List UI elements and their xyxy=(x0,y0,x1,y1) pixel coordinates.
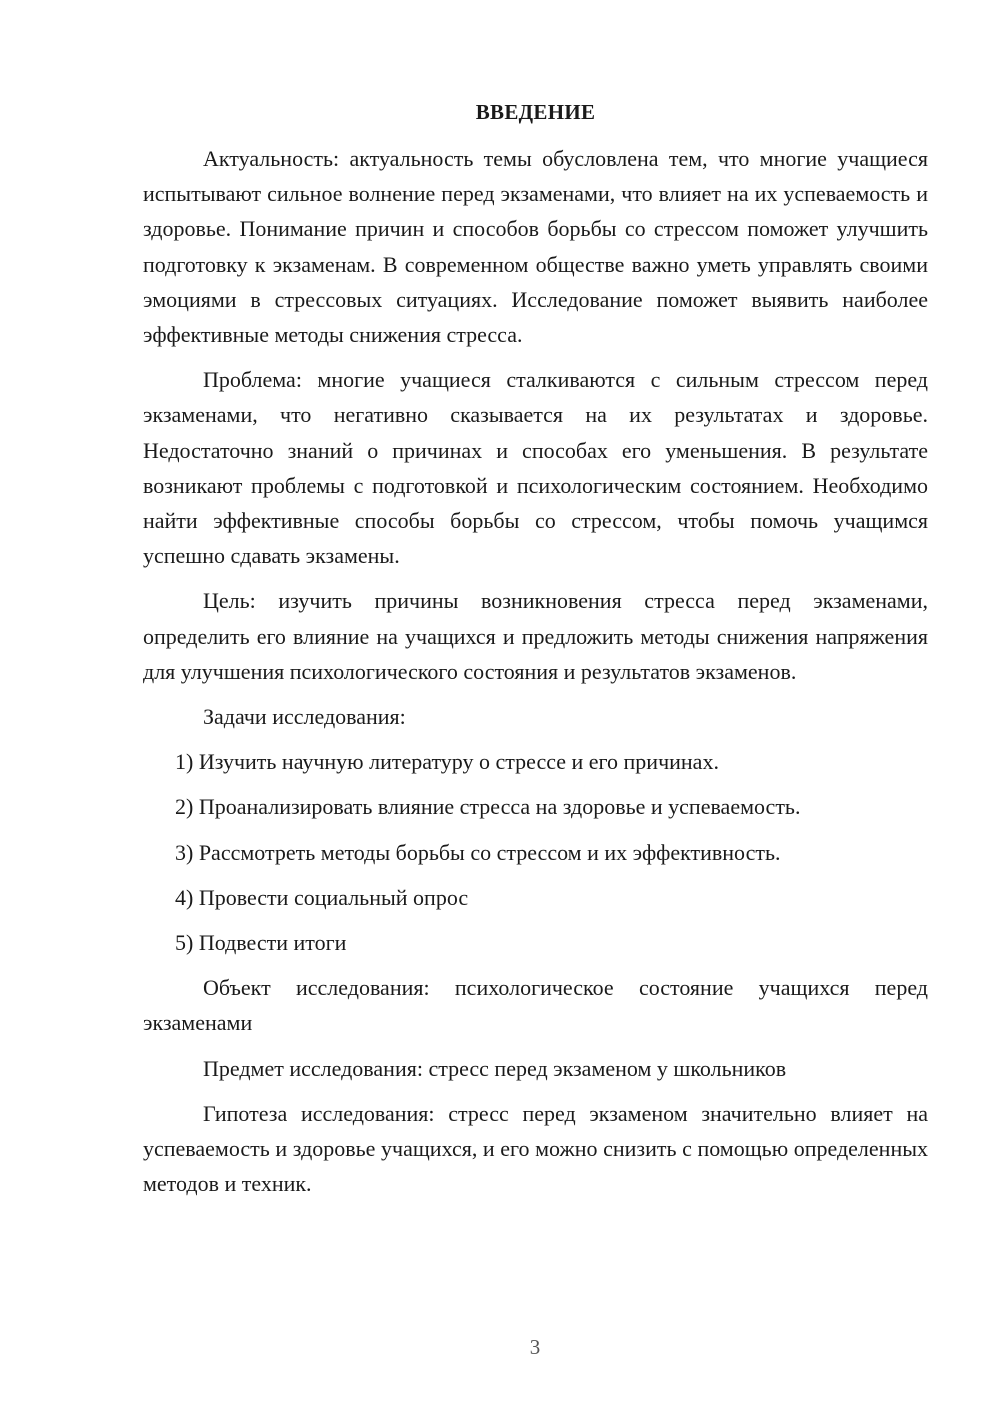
tasks-title: Задачи исследования: xyxy=(203,704,406,730)
section-heading: ВВЕДЕНИЕ xyxy=(475,100,596,124)
goal-paragraph: Цель: изучить причины возникновения стресса перед экзаменами, определить его влияние на учащихся и предложить методы снижения напряжения для улучшения психологического состояния и результатов экзаменов. xyxy=(143,588,928,684)
hypothesis-paragraph: Гипотеза исследования: стресс перед экзаменом значительно влияет на успеваемость и здоровье учащихся, и его можно снизить с помощью определенных методов и техник. xyxy=(143,1100,928,1197)
task-item: 1) Изучить научную литературу о стрессе и его причинах. xyxy=(175,749,719,775)
task-item: 3) Рассмотреть методы борьбы со стрессом и их эффективность. xyxy=(175,839,781,865)
page-number: 3 xyxy=(529,1335,541,1359)
task-item: 4) Провести социальный опрос xyxy=(175,884,469,910)
task-item: 5) Подвести итоги xyxy=(175,930,347,956)
relevance-paragraph: Актуальность: актуальность темы обусловлена тем, что многие учащиеся испытывают сильное волнение перед экзаменами, что влияет на их успеваемость и здоровье. Понимание причин и способов борьбы со стрессом поможет улучшить подготовку к экзаменам. В современном обществе важно уметь управлять своими эмоциями в стрессовых ситуациях. Исследование поможет выявить наиболее эффективные методы снижения стресса. xyxy=(143,146,928,348)
document-body xyxy=(143,141,928,1211)
object-paragraph: Объект исследования: психологическое состояние учащихся перед экзаменами xyxy=(143,975,928,1036)
problem-paragraph: Проблема: многие учащиеся сталкиваются с сильным стрессом перед экзаменами, что негативно сказывается на их результатах и здоровье. Недостаточно знаний о причинах и способах его уменьшения. В результате возникают проблемы с подготовкой и психологическим состоянием. Необходимо найти эффективные способы борьбы со стрессом, чтобы помочь учащимся успешно сдавать экзамены. xyxy=(143,367,928,569)
task-item: 2) Проанализировать влияние стресса на здоровье и успеваемость. xyxy=(175,794,801,820)
subject-paragraph: Предмет исследования: стресс перед экзаменом у школьников xyxy=(203,1055,787,1081)
